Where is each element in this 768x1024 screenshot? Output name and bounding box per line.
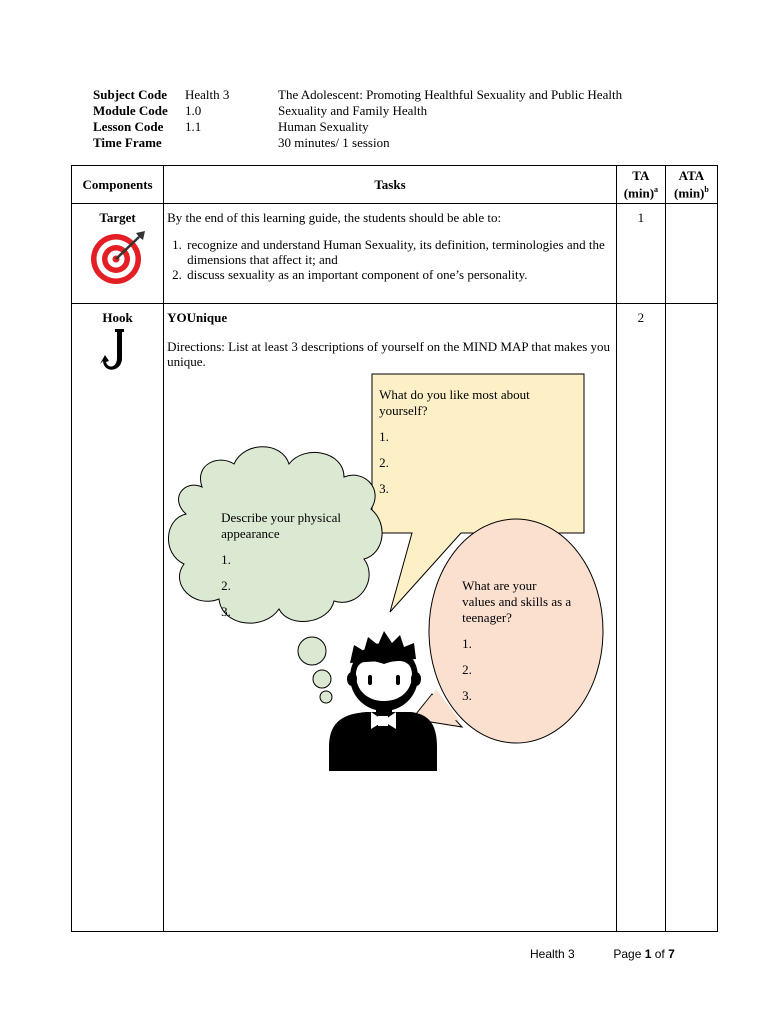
footer-page-word: Page <box>613 947 642 961</box>
left-bubble-item: 1. <box>221 552 231 567</box>
right-bubble-item: 2. <box>462 662 472 677</box>
hook-ta-value: 2 <box>637 310 645 325</box>
hook-ata-cell <box>665 304 717 932</box>
ta-header-label: TA <box>632 167 650 183</box>
footer-of-word: of <box>654 947 665 961</box>
learning-guide-table <box>71 165 718 932</box>
module-code-value: 1.0 <box>185 103 202 118</box>
footer-page-number: 1 <box>644 947 652 961</box>
activity-title: YOUnique <box>167 310 228 325</box>
ata-header-unit: (min) <box>674 185 705 201</box>
target-component-cell <box>72 204 164 304</box>
fish-hook-icon <box>72 328 163 382</box>
hook-row <box>72 304 718 932</box>
hook-component-cell <box>72 304 164 932</box>
hook-tasks-cell <box>164 304 617 932</box>
footer-subject: Health 3 <box>530 947 575 961</box>
left-bubble-item: 2. <box>221 578 231 593</box>
activity-directions: Directions: List at least 3 descriptions of yourself on the MIND MAP that makes you unique. <box>167 339 611 369</box>
target-row <box>72 204 718 304</box>
lesson-title: Human Sexuality <box>278 119 369 134</box>
subject-code-label: Subject Code <box>93 87 168 102</box>
objective-item: 2. discuss sexuality as an important component of one’s personality. <box>185 267 612 282</box>
module-code-label: Module Code <box>93 103 168 118</box>
header-row-timeframe <box>93 135 713 151</box>
objectives-list <box>167 237 612 282</box>
target-ta-cell <box>616 204 665 304</box>
hook-ta-cell <box>616 304 665 932</box>
top-bubble <box>379 387 569 507</box>
lesson-header <box>93 87 713 151</box>
left-bubble <box>221 510 351 630</box>
table-header-row <box>72 166 718 204</box>
ata-header-label: ATA <box>678 167 705 183</box>
lesson-code-value: 1.1 <box>185 119 202 134</box>
module-title: Sexuality and Family Health <box>278 103 428 118</box>
ata-header <box>665 166 717 204</box>
time-frame-label: Time Frame <box>93 135 162 150</box>
ta-header <box>616 166 665 204</box>
target-tasks-cell <box>164 204 617 304</box>
right-bubble <box>462 578 572 714</box>
objective-item: 1. recognize and understand Human Sexuality, its definition, terminologies and the dimensions that affect it; and <box>185 237 612 267</box>
footer-page-total: 7 <box>668 947 675 961</box>
left-bubble-item: 3. <box>221 604 231 619</box>
right-bubble-item: 3. <box>462 688 472 703</box>
page-footer <box>530 947 675 961</box>
top-bubble-item: 3. <box>379 481 389 496</box>
subject-code-value: Health 3 <box>185 87 230 102</box>
ata-header-sup: b <box>704 184 709 194</box>
mind-map <box>164 369 616 809</box>
hook-label: Hook <box>102 310 133 325</box>
target-icon <box>72 228 163 290</box>
header-row-module <box>93 103 713 119</box>
top-bubble-item: 2. <box>379 455 389 470</box>
target-ata-cell <box>665 204 717 304</box>
top-bubble-item: 1. <box>379 429 389 444</box>
right-bubble-item: 1. <box>462 636 472 651</box>
subject-title: The Adolescent: Promoting Healthful Sexuality and Public Health <box>278 87 623 102</box>
target-intro: By the end of this learning guide, the students should be able to: <box>167 210 502 225</box>
time-frame-value <box>185 135 278 151</box>
right-bubble-question: What are your values and skills as a teenager? <box>462 578 572 625</box>
top-bubble-question: What do you like most about yourself? <box>379 387 530 418</box>
header-row-lesson <box>93 119 713 135</box>
header-row-subject <box>93 87 713 103</box>
components-header: Components <box>72 166 164 204</box>
target-label: Target <box>99 210 136 225</box>
target-ta-value: 1 <box>637 210 645 225</box>
tasks-header: Tasks <box>164 166 617 204</box>
ta-header-unit: (min) <box>623 185 655 201</box>
boy-avatar-icon <box>329 631 437 771</box>
ta-header-sup: a <box>654 184 659 194</box>
left-bubble-question: Describe your physical appearance <box>221 510 341 541</box>
time-frame-desc: 30 minutes/ 1 session <box>278 135 390 150</box>
lesson-code-label: Lesson Code <box>93 119 164 134</box>
